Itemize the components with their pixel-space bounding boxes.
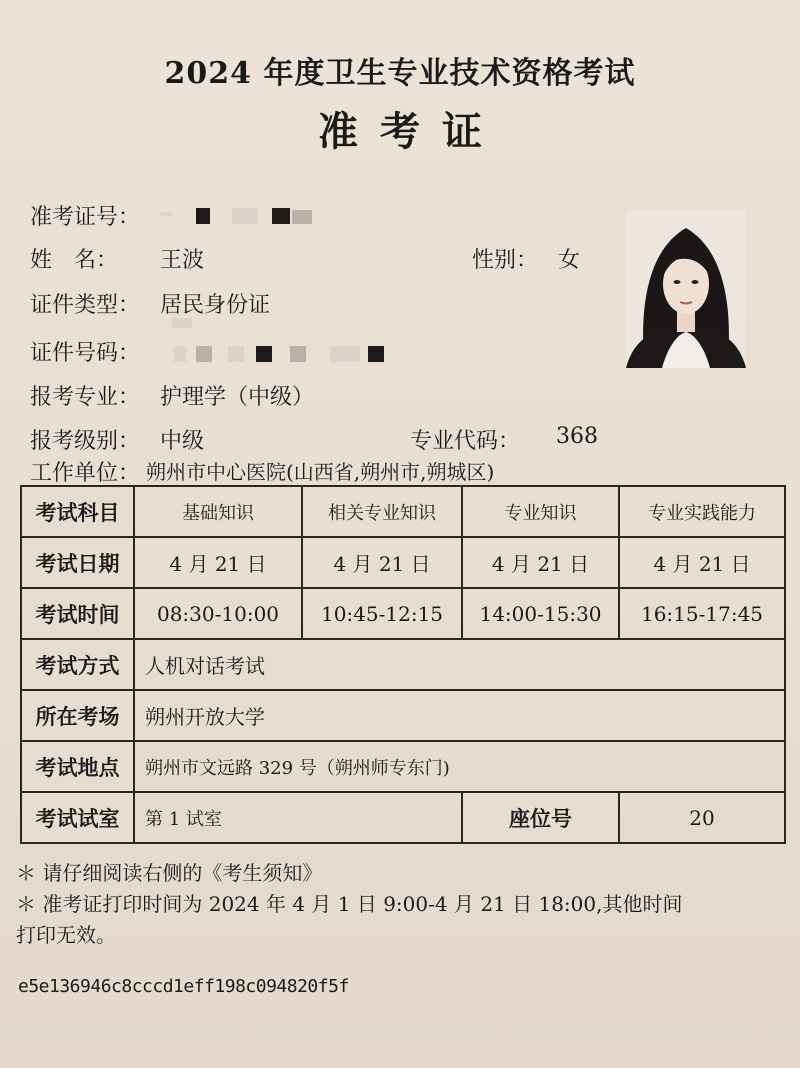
subject-cell: 专业知识 (462, 486, 619, 537)
seat-header: 座位号 (462, 792, 619, 843)
ticket-heading: 准考证 (318, 108, 504, 155)
name-label: 姓 名： (30, 248, 119, 273)
ticket-number-label: 准考证号： (30, 205, 141, 230)
subject-header: 考试科目 (21, 486, 134, 537)
workplace-value: 朔州市中心医院(山西省,朔州市,朔城区) (146, 460, 495, 484)
candidate-photo (626, 210, 746, 368)
room-value: 第 1 试室 (134, 792, 462, 843)
workplace-label: 工作单位： (30, 461, 141, 486)
notes (16, 858, 776, 951)
date-cell: 4 月 21 日 (134, 537, 302, 588)
subject-cell: 专业实践能力 (619, 486, 785, 537)
subject-cell: 相关专业知识 (302, 486, 462, 537)
time-cell: 10:45-12:15 (302, 588, 462, 639)
mode-value: 人机对话考试 (134, 639, 785, 690)
time-cell: 14:00-15:30 (462, 588, 619, 639)
note-line: ＊ 准考证打印时间为 2024 年 4 月 1 日 9:00-4 月 21 日 18:00,其他时间 (16, 892, 683, 916)
exam-title: 2024 年度卫生专业技术资格考试 (164, 56, 636, 91)
date-cell: 4 月 21 日 (302, 537, 462, 588)
date-cell: 4 月 21 日 (619, 537, 785, 588)
verification-hash: e5e136946c8cccd1eff198c094820f5f (18, 976, 349, 997)
room-header: 考试试室 (21, 792, 134, 843)
note-line: ＊ 请仔细阅读右侧的《考生须知》 (16, 861, 323, 885)
address-value: 朔州市文远路 329 号（朔州师专东门) (134, 741, 785, 792)
id-number-label: 证件号码： (30, 341, 141, 366)
id-type-value: 居民身份证 (160, 293, 271, 318)
subject-cell: 基础知识 (134, 486, 302, 537)
seat-value: 20 (619, 792, 785, 843)
major-code-value: 368 (556, 424, 598, 449)
table-row (21, 690, 785, 741)
date-header: 考试日期 (21, 537, 134, 588)
major-value: 护理学（中级） (160, 385, 315, 410)
exam-schedule-table (20, 485, 786, 844)
level-value: 中级 (160, 429, 205, 454)
table-row (21, 639, 785, 690)
major-code-label: 专业代码： (410, 429, 521, 454)
time-cell: 08:30-10:00 (134, 588, 302, 639)
address-header: 考试地点 (21, 741, 134, 792)
table-row (21, 792, 785, 843)
venue-header: 所在考场 (21, 690, 134, 741)
table-row (21, 486, 785, 537)
note-line: 打印无效。 (16, 923, 116, 947)
candidate-name: 王波 (160, 248, 205, 273)
candidate-gender: 女 (558, 248, 581, 273)
table-row (21, 741, 785, 792)
id-type-label: 证件类型： (30, 293, 141, 318)
gender-label: 性别： (472, 248, 539, 273)
table-row (21, 588, 785, 639)
time-cell: 16:15-17:45 (619, 588, 785, 639)
mode-header: 考试方式 (21, 639, 134, 690)
date-cell: 4 月 21 日 (462, 537, 619, 588)
level-label: 报考级别： (30, 429, 141, 454)
table-row (21, 537, 785, 588)
venue-value: 朔州开放大学 (134, 690, 785, 741)
major-label: 报考专业： (30, 385, 141, 410)
time-header: 考试时间 (21, 588, 134, 639)
